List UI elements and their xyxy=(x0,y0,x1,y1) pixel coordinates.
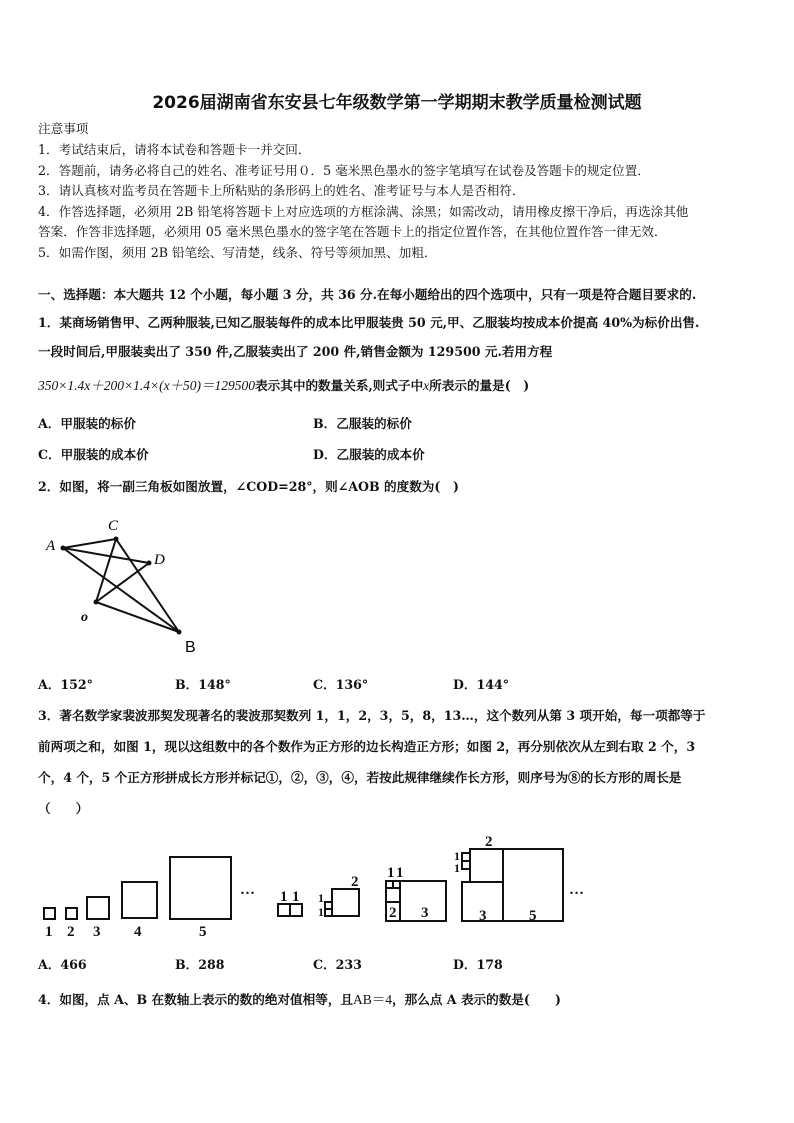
q3-r3-label-d: 3 xyxy=(421,905,429,921)
notice-item-4-cont: 答案．作答非选择题，必须用 05 毫米黑色墨水的签字笔在答题卡上的指定位置作答，在其他位置作答一律无效． xyxy=(38,224,667,239)
notice-item-4: 4．作答选择题，必须用 2B 铅笔将答题卡上对应选项的方框涂满、涂黑；如需改动，请用橡皮擦干净后，再选涂其他 xyxy=(38,204,689,219)
q3-r4-label-d: 3 xyxy=(479,908,487,924)
q1-option-d: D．乙服装的成本价 xyxy=(313,447,425,462)
q3-ellipsis-2: … xyxy=(569,882,584,898)
q3-line2: 前两项之和，如图 1，现以这组数中的各个数作为正方形的边长构造正方形；如图 2，再分别依次从左到右取 2 个，3 xyxy=(38,739,696,754)
q3-figure xyxy=(36,830,596,945)
q3-r4-label-a: 2 xyxy=(485,834,493,850)
notice-item-3: 3．请认真核对监考员在答题卡上所粘贴的条形码上的姓名、准考证号与本人是否相符． xyxy=(38,183,525,198)
notice-item-5: 5．如需作图，须用 2B 铅笔绘、写清楚，线条、符号等须加黑、加粗． xyxy=(38,245,437,260)
q3-r2-label-a: 1 xyxy=(318,891,324,905)
q3-r2-label-c: 2 xyxy=(351,874,359,890)
q3-fig1-label-5: 5 xyxy=(199,924,207,940)
q3-r1-label-b: 1 xyxy=(292,889,300,905)
q4-stem-a: 4．如图，点 A、B 在数轴上表示的数的绝对值相等，且 xyxy=(38,992,354,1007)
q3-line3: 个，4 个，5 个正方形拼成长方形并标记①，②，③，④，若按此规律继续作长方形，则序号为⑧的长方形的周长是 xyxy=(38,770,682,785)
q1-option-a: A．甲服装的标价 xyxy=(38,416,136,431)
q1-equation: 350×1.4x＋200×1.4×(x＋50)＝129500 xyxy=(38,378,256,393)
q3-r4-label-b: 1 xyxy=(454,849,460,863)
q2-label-c: C xyxy=(108,518,119,534)
q3-line4: （ ） xyxy=(38,801,89,816)
q2-option-c: C．136° xyxy=(313,677,369,692)
question-4 xyxy=(38,992,561,1008)
q4-stem-b: ，那么点 A 表示的数是( ) xyxy=(392,992,562,1007)
q3-r3-label-c: 2 xyxy=(389,905,397,921)
q1-var: x xyxy=(423,378,430,393)
q2-stem: 2．如图，将一副三角板如图放置，∠COD=28°，则∠AOB 的度数为( ) xyxy=(38,479,459,494)
q1-line1: 1．某商场销售甲、乙两种服装,已知乙服装每件的成本比甲服装贵 50 元,甲、乙服装均按成本价提高 40%为标价出售. xyxy=(38,315,700,330)
q3-fig1-label-3: 3 xyxy=(93,924,101,940)
q3-option-c: C．233 xyxy=(313,957,362,972)
section-heading: 一、选择题：本大题共 12 个小题，每小题 3 分，共 36 分.在每小题给出的四个选项中，只有一项是符合题目要求的. xyxy=(38,287,697,302)
q1-option-b: B．乙服装的标价 xyxy=(313,416,412,431)
q1-line3b: 所表示的量是( ) xyxy=(429,378,530,393)
q1-option-c: C．甲服装的成本价 xyxy=(38,447,149,462)
q3-r4-label-c: 1 xyxy=(454,861,460,875)
q1-line2: 一段时间后,甲服装卖出了 350 件,乙服装卖出了 200 件,销售金额为 129500 元.若用方程 xyxy=(38,344,553,359)
q2-label-a: A xyxy=(46,538,56,554)
q2-option-b: B．148° xyxy=(175,677,231,692)
q2-option-d: D．144° xyxy=(453,677,510,692)
q3-option-d: D．178 xyxy=(453,957,503,972)
q4-math: AB＝4 xyxy=(353,992,393,1007)
q3-option-a: A．466 xyxy=(38,957,87,972)
q3-r3-label-b: 1 xyxy=(396,865,404,881)
notice-item-2: 2．答题前，请务必将自己的姓名、准考证号用０．5 毫米黑色墨水的签字笔填写在试卷及答题卡的规定位置． xyxy=(38,163,650,178)
q3-option-b: B．288 xyxy=(175,957,225,972)
q1-line3 xyxy=(38,378,529,394)
q2-label-o: o xyxy=(81,610,88,625)
q3-r1-label-a: 1 xyxy=(280,889,288,905)
q2-figure xyxy=(36,510,206,660)
q2-option-a: A．152° xyxy=(38,677,93,692)
q3-fig1-label-1: 1 xyxy=(45,924,53,940)
q3-fig1-label-2: 2 xyxy=(67,924,75,940)
q1-line3a: 表示其中的数量关系,则式子中 xyxy=(255,378,424,393)
q3-fig1-label-4: 4 xyxy=(134,924,142,940)
q3-r2-label-b: 1 xyxy=(318,905,324,919)
q3-r3-label-a: 1 xyxy=(387,865,395,881)
page-title: 2026届湖南省东安县七年级数学第一学期期末教学质量检测试题 xyxy=(152,93,642,113)
q3-r4-label-e: 5 xyxy=(529,908,537,924)
q2-label-d: D xyxy=(154,552,165,568)
q3-ellipsis-1: … xyxy=(240,882,255,898)
notice-item-1: 1．考试结束后，请将本试卷和答题卡一并交回． xyxy=(38,142,311,157)
q3-line1: 3．著名数学家裴波那契发现著名的裴波那契数列 1，1，2，3，5，8，13…，这个数列从第 3 项开始，每一项都等于 xyxy=(38,708,706,723)
q2-label-b: B xyxy=(185,639,196,656)
notice-heading: 注意事项 xyxy=(38,121,89,136)
